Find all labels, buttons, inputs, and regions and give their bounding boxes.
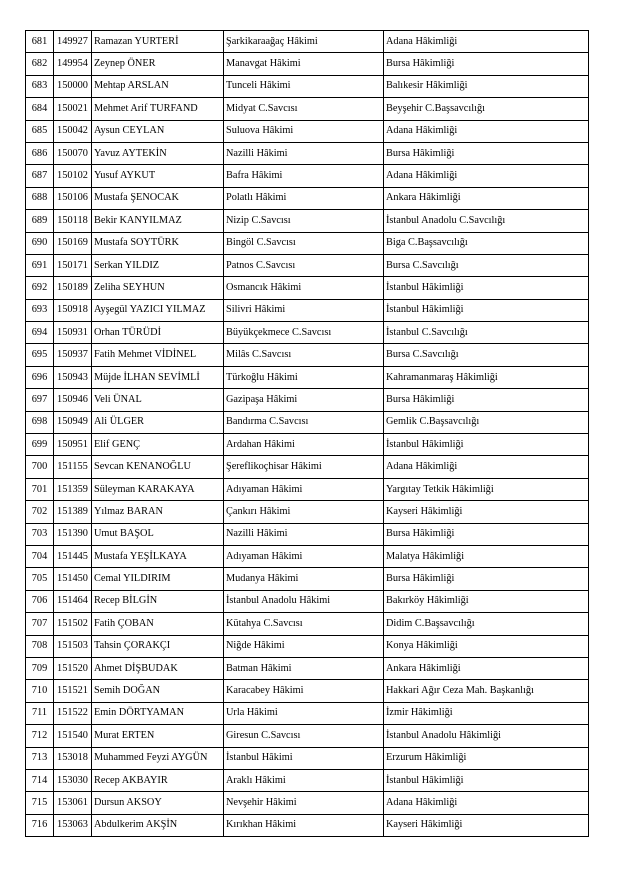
current-post-cell: Kütahya C.Savcısı [224,613,384,635]
current-post-cell: Midyat C.Savcısı [224,98,384,120]
new-post-cell: Kayseri Hâkimliği [384,501,589,523]
registry-number-cell: 153018 [54,747,92,769]
current-post-cell: Adıyaman Hâkimi [224,478,384,500]
person-name-cell: Yavuz AYTEKİN [92,142,224,164]
new-post-cell: Adana Hâkimliği [384,456,589,478]
current-post-cell: Polatlı Hâkimi [224,187,384,209]
new-post-cell: Kayseri Hâkimliği [384,814,589,836]
current-post-cell: Büyükçekmece C.Savcısı [224,322,384,344]
registry-number-cell: 151359 [54,478,92,500]
registry-number-cell: 151464 [54,590,92,612]
row-number-cell: 711 [26,702,54,724]
person-name-cell: Mehtap ARSLAN [92,75,224,97]
registry-number-cell: 151503 [54,635,92,657]
registry-number-cell: 150918 [54,299,92,321]
person-name-cell: Yusuf AYKUT [92,165,224,187]
new-post-cell: Malatya Hâkimliği [384,545,589,567]
current-post-cell: Araklı Hâkimi [224,769,384,791]
new-post-cell: Bakırköy Hâkimliği [384,590,589,612]
current-post-cell: Adıyaman Hâkimi [224,545,384,567]
person-name-cell: Müjde İLHAN SEVİMLİ [92,366,224,388]
row-number-cell: 706 [26,590,54,612]
person-name-cell: Orhan TÜRÜDİ [92,322,224,344]
row-number-cell: 702 [26,501,54,523]
new-post-cell: Beyşehir C.Başsavcılığı [384,98,589,120]
row-number-cell: 715 [26,792,54,814]
person-name-cell: Süleyman KARAKAYA [92,478,224,500]
table-row [26,389,589,411]
registry-number-cell: 151445 [54,545,92,567]
new-post-cell: Kahramanmaraş Hâkimliği [384,366,589,388]
row-number-cell: 708 [26,635,54,657]
row-number-cell: 681 [26,31,54,53]
table-row [26,187,589,209]
table-row [26,322,589,344]
person-name-cell: Bekir KANYILMAZ [92,210,224,232]
registry-number-cell: 150102 [54,165,92,187]
current-post-cell: Nazilli Hâkimi [224,523,384,545]
table-row [26,165,589,187]
current-post-cell: Nizip C.Savcısı [224,210,384,232]
table-row [26,120,589,142]
person-name-cell: Dursun AKSOY [92,792,224,814]
row-number-cell: 699 [26,434,54,456]
registry-number-cell: 153061 [54,792,92,814]
person-name-cell: Ali ÜLGER [92,411,224,433]
current-post-cell: İstanbul Hâkimi [224,747,384,769]
registry-number-cell: 151520 [54,657,92,679]
current-post-cell: Ardahan Hâkimi [224,434,384,456]
table-row [26,568,589,590]
person-name-cell: Recep AKBAYIR [92,769,224,791]
row-number-cell: 696 [26,366,54,388]
current-post-cell: Osmancık Hâkimi [224,277,384,299]
row-number-cell: 684 [26,98,54,120]
new-post-cell: İstanbul Hâkimliği [384,277,589,299]
row-number-cell: 691 [26,254,54,276]
person-name-cell: Veli ÜNAL [92,389,224,411]
registry-number-cell: 150000 [54,75,92,97]
table-row [26,635,589,657]
row-number-cell: 690 [26,232,54,254]
table-row [26,98,589,120]
new-post-cell: Yargıtay Tetkik Hâkimliği [384,478,589,500]
person-name-cell: Cemal YILDIRIM [92,568,224,590]
person-name-cell: Muhammed Feyzi AYGÜN [92,747,224,769]
person-name-cell: Sevcan KENANOĞLU [92,456,224,478]
row-number-cell: 701 [26,478,54,500]
new-post-cell: İstanbul C.Savcılığı [384,322,589,344]
row-number-cell: 686 [26,142,54,164]
table-row [26,411,589,433]
table-row [26,680,589,702]
person-name-cell: Fatih ÇOBAN [92,613,224,635]
registry-number-cell: 150931 [54,322,92,344]
row-number-cell: 683 [26,75,54,97]
table-row [26,299,589,321]
person-name-cell: Mustafa YEŞİLKAYA [92,545,224,567]
current-post-cell: Suluova Hâkimi [224,120,384,142]
registry-number-cell: 150106 [54,187,92,209]
new-post-cell: Bursa Hâkimliği [384,389,589,411]
person-name-cell: Zeynep ÖNER [92,53,224,75]
person-name-cell: Serkan YILDIZ [92,254,224,276]
new-post-cell: Adana Hâkimliği [384,165,589,187]
row-number-cell: 713 [26,747,54,769]
current-post-cell: Batman Hâkimi [224,657,384,679]
new-post-cell: İstanbul Anadolu Hâkimliği [384,725,589,747]
person-name-cell: Mustafa SOYTÜRK [92,232,224,254]
new-post-cell: İstanbul Anadolu C.Savcılığı [384,210,589,232]
registry-number-cell: 151155 [54,456,92,478]
new-post-cell: Bursa Hâkimliği [384,142,589,164]
table-row [26,232,589,254]
current-post-cell: Şarkikaraağaç Hâkimi [224,31,384,53]
assignment-table [25,30,589,837]
table-row [26,523,589,545]
new-post-cell: Gemlik C.Başsavcılığı [384,411,589,433]
registry-number-cell: 153030 [54,769,92,791]
person-name-cell: Mustafa ŞENOCAK [92,187,224,209]
table-row [26,210,589,232]
registry-number-cell: 151389 [54,501,92,523]
registry-number-cell: 150021 [54,98,92,120]
row-number-cell: 705 [26,568,54,590]
person-name-cell: Recep BİLGİN [92,590,224,612]
registry-number-cell: 150943 [54,366,92,388]
table-row [26,434,589,456]
person-name-cell: Emin DÖRTYAMAN [92,702,224,724]
registry-number-cell: 151502 [54,613,92,635]
registry-number-cell: 149927 [54,31,92,53]
table-row [26,53,589,75]
registry-number-cell: 150171 [54,254,92,276]
row-number-cell: 716 [26,814,54,836]
current-post-cell: Bingöl C.Savcısı [224,232,384,254]
person-name-cell: Umut BAŞOL [92,523,224,545]
new-post-cell: Adana Hâkimliği [384,31,589,53]
current-post-cell: Bandırma C.Savcısı [224,411,384,433]
row-number-cell: 692 [26,277,54,299]
current-post-cell: Türkoğlu Hâkimi [224,366,384,388]
current-post-cell: Şereflikoçhisar Hâkimi [224,456,384,478]
new-post-cell: Bursa Hâkimliği [384,568,589,590]
table-row [26,769,589,791]
person-name-cell: Mehmet Arif TURFAND [92,98,224,120]
registry-number-cell: 151390 [54,523,92,545]
row-number-cell: 694 [26,322,54,344]
new-post-cell: İzmir Hâkimliği [384,702,589,724]
registry-number-cell: 153063 [54,814,92,836]
new-post-cell: İstanbul Hâkimliği [384,769,589,791]
new-post-cell: Hakkari Ağır Ceza Mah. Başkanlığı [384,680,589,702]
registry-number-cell: 151540 [54,725,92,747]
current-post-cell: Silivri Hâkimi [224,299,384,321]
person-name-cell: Semih DOĞAN [92,680,224,702]
row-number-cell: 704 [26,545,54,567]
row-number-cell: 709 [26,657,54,679]
current-post-cell: Karacabey Hâkimi [224,680,384,702]
current-post-cell: Gazipaşa Hâkimi [224,389,384,411]
registry-number-cell: 150937 [54,344,92,366]
new-post-cell: Adana Hâkimliği [384,120,589,142]
registry-number-cell: 150169 [54,232,92,254]
registry-number-cell: 150189 [54,277,92,299]
new-post-cell: Ankara Hâkimliği [384,657,589,679]
person-name-cell: Tahsin ÇORAKÇI [92,635,224,657]
new-post-cell: Erzurum Hâkimliği [384,747,589,769]
person-name-cell: Ayşegül YAZICI YILMAZ [92,299,224,321]
registry-number-cell: 149954 [54,53,92,75]
table-row [26,344,589,366]
table-row [26,478,589,500]
row-number-cell: 703 [26,523,54,545]
new-post-cell: Biga C.Başsavcılığı [384,232,589,254]
registry-number-cell: 150951 [54,434,92,456]
table-row [26,814,589,836]
table-row [26,792,589,814]
current-post-cell: Milâs C.Savcısı [224,344,384,366]
table-row [26,31,589,53]
new-post-cell: Didim C.Başsavcılığı [384,613,589,635]
table-row [26,366,589,388]
table-row [26,456,589,478]
registry-number-cell: 150070 [54,142,92,164]
new-post-cell: İstanbul Hâkimliği [384,434,589,456]
new-post-cell: Balıkesir Hâkimliği [384,75,589,97]
new-post-cell: Ankara Hâkimliği [384,187,589,209]
person-name-cell: Fatih Mehmet VİDİNEL [92,344,224,366]
current-post-cell: Patnos C.Savcısı [224,254,384,276]
registry-number-cell: 151450 [54,568,92,590]
table-row [26,75,589,97]
new-post-cell: Adana Hâkimliği [384,792,589,814]
person-name-cell: Ahmet DİŞBUDAK [92,657,224,679]
table-row [26,702,589,724]
person-name-cell: Yılmaz BARAN [92,501,224,523]
new-post-cell: Konya Hâkimliği [384,635,589,657]
row-number-cell: 688 [26,187,54,209]
row-number-cell: 707 [26,613,54,635]
current-post-cell: Bafra Hâkimi [224,165,384,187]
table-row [26,142,589,164]
registry-number-cell: 150118 [54,210,92,232]
registry-number-cell: 151521 [54,680,92,702]
person-name-cell: Elif GENÇ [92,434,224,456]
assignment-table-body [26,31,589,837]
table-row [26,545,589,567]
current-post-cell: Nazilli Hâkimi [224,142,384,164]
row-number-cell: 682 [26,53,54,75]
person-name-cell: Abdulkerim AKŞİN [92,814,224,836]
current-post-cell: Çankırı Hâkimi [224,501,384,523]
person-name-cell: Ramazan YURTERİ [92,31,224,53]
table-row [26,657,589,679]
row-number-cell: 700 [26,456,54,478]
current-post-cell: Manavgat Hâkimi [224,53,384,75]
row-number-cell: 695 [26,344,54,366]
row-number-cell: 689 [26,210,54,232]
new-post-cell: Bursa Hâkimliği [384,523,589,545]
row-number-cell: 698 [26,411,54,433]
current-post-cell: Mudanya Hâkimi [224,568,384,590]
current-post-cell: İstanbul Anadolu Hâkimi [224,590,384,612]
registry-number-cell: 150946 [54,389,92,411]
registry-number-cell: 150042 [54,120,92,142]
row-number-cell: 714 [26,769,54,791]
current-post-cell: Niğde Hâkimi [224,635,384,657]
table-row [26,254,589,276]
person-name-cell: Zeliha SEYHUN [92,277,224,299]
current-post-cell: Tunceli Hâkimi [224,75,384,97]
new-post-cell: İstanbul Hâkimliği [384,299,589,321]
new-post-cell: Bursa C.Savcılığı [384,344,589,366]
table-row [26,725,589,747]
person-name-cell: Murat ERTEN [92,725,224,747]
person-name-cell: Aysun CEYLAN [92,120,224,142]
registry-number-cell: 151522 [54,702,92,724]
new-post-cell: Bursa C.Savcılığı [384,254,589,276]
row-number-cell: 687 [26,165,54,187]
row-number-cell: 693 [26,299,54,321]
row-number-cell: 712 [26,725,54,747]
current-post-cell: Kırıkhan Hâkimi [224,814,384,836]
registry-number-cell: 150949 [54,411,92,433]
table-row [26,501,589,523]
current-post-cell: Nevşehir Hâkimi [224,792,384,814]
row-number-cell: 697 [26,389,54,411]
row-number-cell: 710 [26,680,54,702]
table-row [26,747,589,769]
current-post-cell: Urla Hâkimi [224,702,384,724]
current-post-cell: Giresun C.Savcısı [224,725,384,747]
table-row [26,277,589,299]
new-post-cell: Bursa Hâkimliği [384,53,589,75]
table-row [26,613,589,635]
row-number-cell: 685 [26,120,54,142]
table-row [26,590,589,612]
